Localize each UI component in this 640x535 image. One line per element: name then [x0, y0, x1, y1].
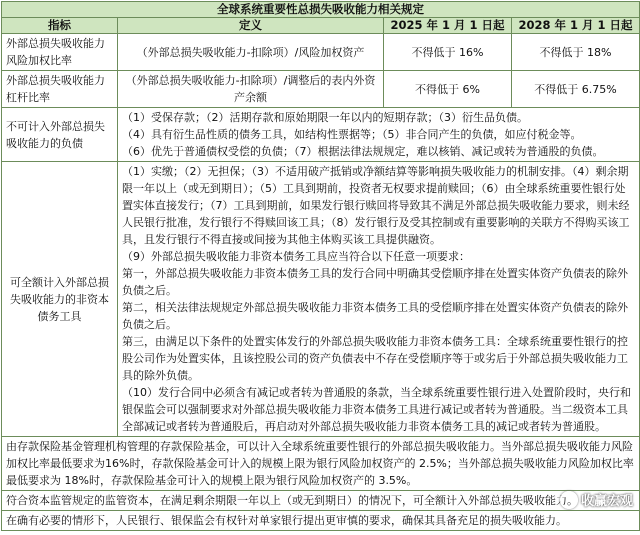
exclusion-line: （1）受保存款；（2）活期存款和原始期限一年以内的短期存款；（3）衍生品负债。 — [122, 111, 528, 124]
eligible-paragraph: （10）发行合同中必须含有减记或者转为普通股的条款，当全球系统重要性银行进入处置阶段时，央行和银保监会可以强制要求对外部总损失吸收能力非资本债务工具进行减记或者转为普通股。当二级资本工具全部减记或者转为普通股后，再启动对外部总损失吸收能力非资本债务工具的减记或者转为普通股。 — [122, 386, 631, 433]
eligible-paragraph: （1）实缴；（2）无担保；（3）不适用破产抵销或净额结算等影响损失吸收能力的机制安排。（4）剩余期限一年以上（或无到期日）；（5）工具到期前，投资者无权要求提前赎回；（6）由全球系统重要性银行处置实体直接发行；（7）工具到期前，如果发行银行赎回将导致其不满足外部总损失吸收能力要求，则未经人民银行批准，发行银行不得赎回该工具；（8）发行银行及受其控制或有重要影响的关联方不得购买该工具，且发行银行不得直接或间接为其他主体购买该工具提供融资。 — [122, 165, 630, 246]
header-indicator: 指标 — [2, 18, 118, 34]
exclusion-content — [118, 108, 640, 162]
regulation-document — [1, 1, 639, 531]
exclusion-line: （6）优先于普通债权受偿的负债；（7）根据法律法规规定，难以核销、减记或转为普通股的负债。 — [122, 145, 604, 158]
watermark-logo-icon — [560, 491, 578, 509]
value-2028-cell: 不得低于 18% — [512, 34, 640, 71]
eligible-content — [118, 162, 640, 437]
table-row — [2, 34, 640, 71]
eligible-row — [2, 162, 640, 437]
note-row — [2, 437, 640, 491]
eligible-paragraph: 第一，外部总损失吸收能力非资本债务工具的发行合同中明确其受偿顺序排在处置实体资产负债表的除外负债之后。 — [122, 267, 628, 297]
eligible-label: 可全额计入外部总损失吸收能力的非资本债务工具 — [2, 162, 118, 437]
table-title-row — [2, 2, 640, 18]
indicator-cell: 外部总损失吸收能力杠杆比率 — [2, 71, 118, 108]
header-row — [2, 18, 640, 34]
indicator-cell: 外部总损失吸收能力风险加权比率 — [2, 34, 118, 71]
note-regulatory-capital: 符合资本监管规定的监管资本，在满足剩余期限一年以上（或无到期日）的情况下，可全额计入外部总损失吸收能力。 — [2, 491, 640, 511]
note-deposit-insurance: 由存款保险基金管理机构管理的存款保险基金，可以计入全球系统重要性银行的外部总损失吸收能力。当外部总损失吸收能力风险加权比率最低要求为16%时，存款保险基金可计入的规模上限为银行风险加权资产的 2.5%；当外部总损失吸收能力风险加权比率最低要求为 18%时，存款保险基金可计入的规模上限为银行风险加权资产的 3.5%。 — [2, 437, 640, 491]
header-2028: 2028 年 1 月 1 日起 — [512, 18, 640, 34]
eligible-paragraph: （9）外部总损失吸收能力非资本债务工具应当符合以下任意一项要求： — [122, 250, 470, 263]
header-2025: 2025 年 1 月 1 日起 — [384, 18, 512, 34]
value-2025-cell: 不得低于 16% — [384, 34, 512, 71]
exclusion-row — [2, 108, 640, 162]
regulation-table — [1, 1, 640, 531]
watermark — [560, 490, 633, 509]
exclusion-label: 不可计入外部总损失吸收能力的负债 — [2, 108, 118, 162]
definition-cell: （外部总损失吸收能力-扣除项）/风险加权资产 — [118, 34, 384, 71]
watermark-text: 收赢宏观 — [580, 494, 633, 509]
table-row — [2, 71, 640, 108]
definition-cell: （外部总损失吸收能力-扣除项）/调整后的表内外资产余额 — [118, 71, 384, 108]
exclusion-line: （4）具有衍生品性质的债务工具，如结构性票据等；（5）非合同产生的负债，如应付税金等。 — [122, 128, 582, 141]
table-title: 全球系统重要性总损失吸收能力相关规定 — [2, 2, 640, 18]
header-definition: 定义 — [118, 18, 384, 34]
value-2028-cell: 不得低于 6.75% — [512, 71, 640, 108]
note-row — [2, 511, 640, 531]
note-row — [2, 491, 640, 511]
eligible-paragraph: 第二，相关法律法规规定外部总损失吸收能力非资本债务工具的受偿顺序排在处置实体资产负债表的除外负债之后。 — [122, 301, 628, 331]
value-2025-cell: 不得低于 6% — [384, 71, 512, 108]
eligible-paragraph: 第三，由满足以下条件的处置实体发行的外部总损失吸收能力非资本债务工具：全球系统重要性银行的控股公司作为处置实体，且该控股公司的资产负债表中不存在受偿顺序等于或劣后于外部总损失吸收能力工具的除外负债。 — [122, 335, 628, 382]
note-prudential: 在确有必要的情形下，人民银行、银保监会有权针对单家银行提出更审慎的要求，确保其具备充足的损失吸收能力。 — [2, 511, 640, 531]
